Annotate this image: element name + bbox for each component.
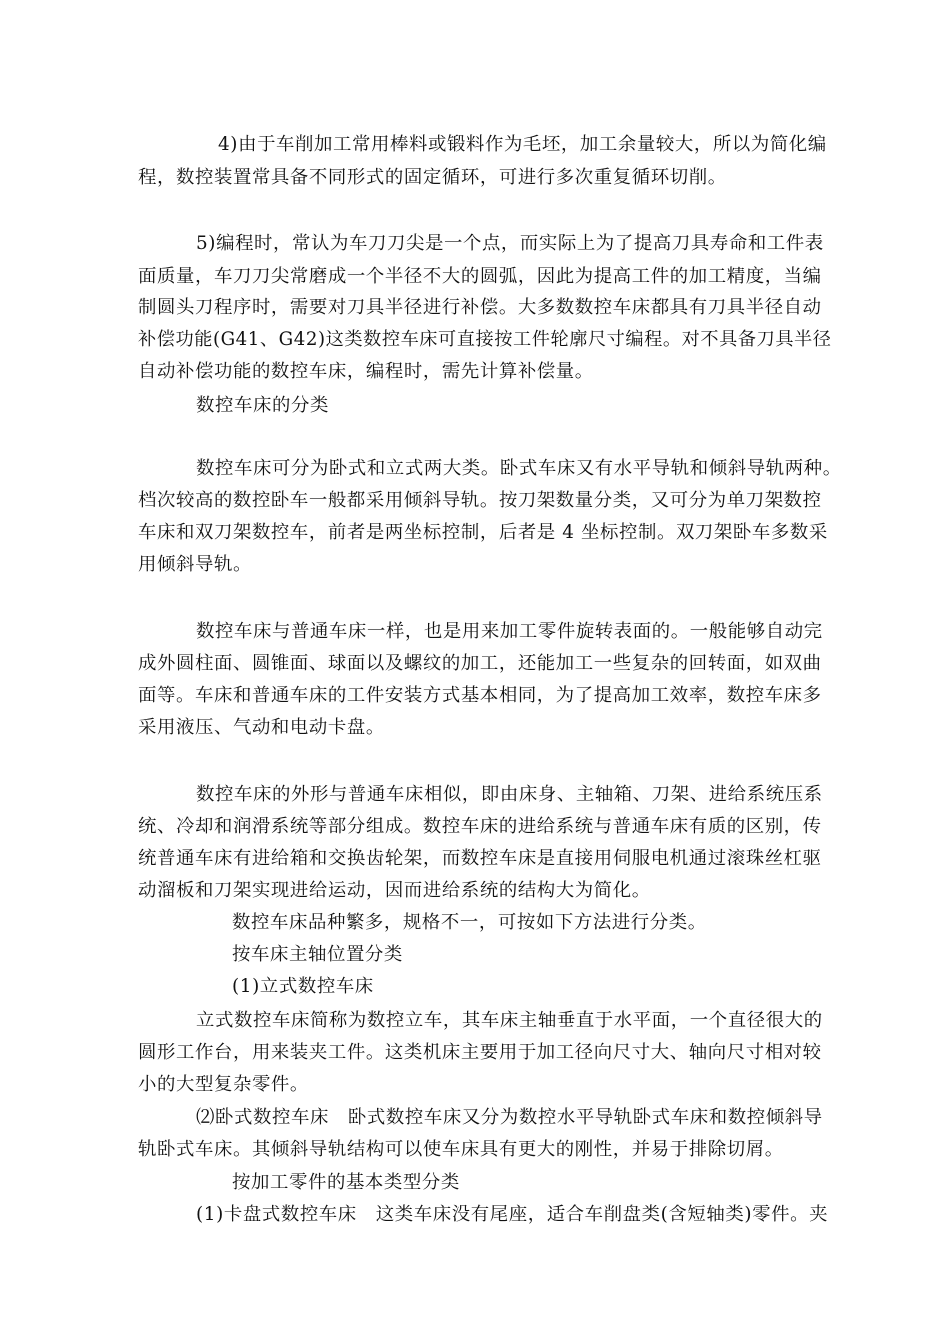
- paragraph-5-line-1: 数控车床的外形与普通车床相似，即由床身、主轴箱、刀架、进给系统压系: [196, 784, 823, 805]
- paragraph-6-line-2: 圆形工作台，用来装夹工件。这类机床主要用于加工径向尺寸大、轴向尺寸相对较: [138, 1042, 822, 1063]
- paragraph-2-line-4: 补偿功能(G41、G42)这类数控车床可直接按工件轮廓尺寸编程。对不具备刀具半径: [138, 329, 832, 350]
- paragraph-3-line-3: 车床和双刀架数控车，前者是两坐标控制，后者是 4 坐标控制。双刀架卧车多数采: [138, 522, 828, 543]
- paragraph-6-line-1: 立式数控车床简称为数控立车，其车床主轴垂直于水平面，一个直径很大的: [196, 1010, 823, 1031]
- paragraph-4-line-1: 数控车床与普通车床一样，也是用来加工零件旋转表面的。一般能够自动完: [196, 621, 823, 642]
- paragraph-5-line-3: 统普通车床有进给箱和交换齿轮架，而数控车床是直接用伺服电机通过滚珠丝杠驱: [138, 848, 822, 869]
- paragraph-1-line-1: 4)由于车削加工常用棒料或锻料作为毛坯，加工余量较大，所以为简化编: [218, 134, 827, 155]
- paragraph-2-line-3: 制圆头刀程序时，需要对刀具半径进行补偿。大多数数控车床都具有刀具半径自动: [138, 297, 822, 318]
- item-vertical-lathe: (1)立式数控车床: [232, 976, 374, 997]
- classification-intro-line: 数控车床品种繁多，规格不一，可按如下方法进行分类。: [232, 912, 707, 933]
- paragraph-1-line-2: 程，数控装置常具备不同形式的固定循环，可进行多次重复循环切削。: [138, 167, 727, 188]
- item-horizontal-lathe-line-1: ⑵卧式数控车床 卧式数控车床又分为数控水平导轨卧式车床和数控倾斜导: [196, 1107, 823, 1128]
- item-horizontal-lathe-line-2: 轨卧式车床。其倾斜导轨结构可以使车床具有更大的刚性，并易于排除切屑。: [138, 1139, 784, 1160]
- paragraph-2-line-5: 自动补偿功能的数控车床，编程时，需先计算补偿量。: [138, 361, 594, 382]
- paragraph-3-line-4: 用倾斜导轨。: [138, 554, 252, 575]
- paragraph-4-line-3: 面等。车床和普通车床的工件安装方式基本相同，为了提高加工效率，数控车床多: [138, 685, 822, 706]
- paragraph-3-line-2: 档次较高的数控卧车一般都采用倾斜导轨。按刀架数量分类，又可分为单刀架数控: [138, 490, 822, 511]
- paragraph-3-line-1: 数控车床可分为卧式和立式两大类。卧式车床又有水平导轨和倾斜导轨两种。: [196, 458, 842, 479]
- paragraph-4-line-4: 采用液压、气动和电动卡盘。: [138, 717, 385, 738]
- paragraph-4-line-2: 成外圆柱面、圆锥面、球面以及螺纹的加工，还能加工一些复杂的回转面，如双曲: [138, 653, 822, 674]
- subheading-part-type: 按加工零件的基本类型分类: [232, 1172, 460, 1193]
- paragraph-6-line-3: 小的大型复杂零件。: [138, 1074, 309, 1095]
- section-heading-classification: 数控车床的分类: [196, 395, 329, 416]
- item-chuck-lathe-line-1: (1)卡盘式数控车床 这类车床没有尾座，适合车削盘类(含短轴类)零件。夹: [196, 1204, 829, 1225]
- paragraph-5-line-4: 动溜板和刀架实现进给运动，因而进给系统的结构大为简化。: [138, 880, 651, 901]
- subheading-spindle-position: 按车床主轴位置分类: [232, 944, 403, 965]
- paragraph-2-line-1: 5)编程时，常认为车刀刀尖是一个点，而实际上为了提高刀具寿命和工件表: [196, 233, 824, 254]
- paragraph-5-line-2: 统、冷却和润滑系统等部分组成。数控车床的进给系统与普通车床有质的区别，传: [138, 816, 822, 837]
- paragraph-2-line-2: 面质量，车刀刀尖常磨成一个半径不大的圆弧，因此为提高工件的加工精度，当编: [138, 266, 822, 287]
